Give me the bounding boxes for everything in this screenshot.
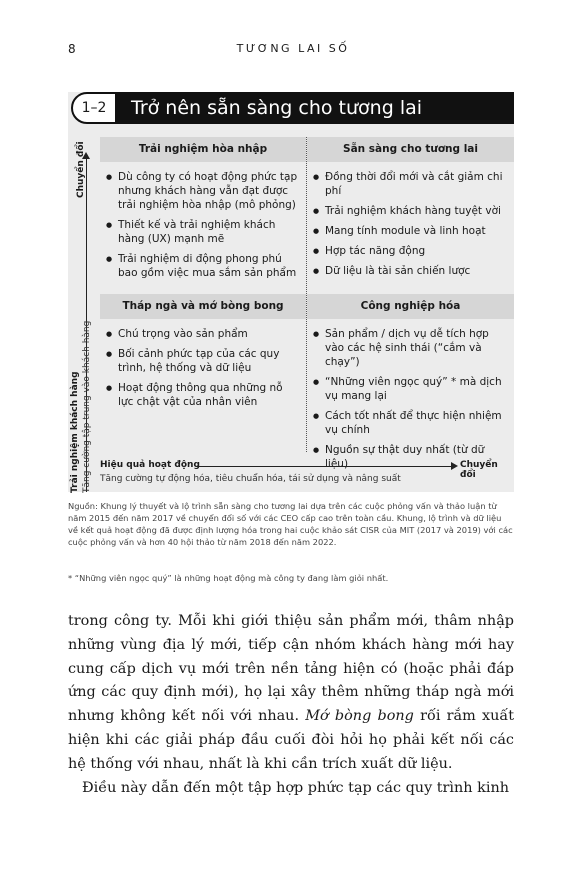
y-axis-bottom-label: Trải nghiệm khách hàng bbox=[70, 371, 80, 493]
running-title: TƯƠNG LAI SỐ bbox=[236, 42, 350, 55]
y-axis-top-label: Chuyển đổi bbox=[76, 141, 86, 198]
figure-footnote: * “Những viên ngọc quý” là những hoạt động mà công ty đang làm giỏi nhất. bbox=[68, 573, 389, 583]
figure-number: 1–2 bbox=[71, 92, 117, 124]
quadrant-title: Sẵn sàng cho tương lai bbox=[307, 137, 514, 162]
list-item: ● Mang tính module và linh hoạt bbox=[313, 224, 508, 238]
list-item: ● Trải nghiệm khách hàng tuyệt vời bbox=[313, 204, 508, 218]
quadrant-immersive-experience bbox=[100, 137, 306, 294]
quadrant-future-ready bbox=[307, 137, 514, 294]
y-axis-bottom-sublabel: Tăng cường tập trung vào khách hàng bbox=[82, 320, 92, 493]
x-axis-right-label: Chuyển đổi bbox=[460, 460, 498, 480]
list-item: ● Đồng thời đổi mới và cắt giảm chi phí bbox=[313, 170, 508, 198]
list-item: ● Nguồn sự thật duy nhất (từ dữ liệu) bbox=[313, 443, 508, 471]
quadrant-list bbox=[307, 162, 514, 278]
quadrant-title: Tháp ngà và mớ bòng bong bbox=[100, 294, 306, 319]
emphasis-term: Mớ bòng bong bbox=[305, 708, 414, 725]
list-item: ● Thiết kế và trải nghiệm khách hàng (UX) mạnh mẽ bbox=[106, 218, 300, 246]
quadrant-title: Công nghiệp hóa bbox=[307, 294, 514, 319]
quadrant-title: Trải nghiệm hòa nhập bbox=[100, 137, 306, 162]
figure-source: Nguồn: Khung lý thuyết và lộ trình sẵn sàng cho tương lai dựa trên các cuộc phỏng vấn và thảo luận từ năm 2015 đến năm 2017 về chuyển đổi số với các CEO cấp cao trên toàn cầu. Khung, lộ trình và dữ liệu về kết quả hoạt động đã được định lượng hóa trong hai cuộc khảo sát CISR của MIT (2017 và 2019) với các cuộc phỏng vấn và hơn 40 hội thảo từ năm 2018 đến năm 2022. bbox=[68, 501, 513, 547]
quadrant-list bbox=[100, 162, 306, 280]
list-item: ● Trải nghiệm di động phong phú bao gồm việc mua sắm sản phẩm bbox=[106, 252, 300, 280]
body-text bbox=[68, 610, 514, 800]
list-item: ● Sản phẩm / dịch vụ dễ tích hợp vào các hệ sinh thái (“cắm và chạy”) bbox=[313, 327, 508, 369]
list-item: ● Hoạt động thông qua những nỗ lực chật vật của nhân viên bbox=[106, 381, 300, 409]
list-item: ● Bối cảnh phức tạp của các quy trình, hệ thống và dữ liệu bbox=[106, 347, 300, 375]
list-item: ● Cách tốt nhất để thực hiện nhiệm vụ chính bbox=[313, 409, 508, 437]
page-header bbox=[0, 42, 586, 62]
x-axis-arrow-icon bbox=[451, 462, 458, 470]
y-axis bbox=[68, 126, 100, 556]
figure-title: Trở nên sẵn sàng cho tương lai bbox=[117, 92, 514, 124]
x-axis-sublabel: Tăng cường tự động hóa, tiêu chuẩn hóa, tái sử dụng và nâng suất bbox=[100, 474, 401, 484]
quadrant-list bbox=[307, 319, 514, 471]
list-item: ● Dù công ty có hoạt động phức tạp nhưng khách hàng vẫn đạt được trải nghiệm hòa nhập (mô phỏng) bbox=[106, 170, 300, 212]
x-axis-left-label: Hiệu quả hoạt động bbox=[100, 460, 200, 470]
paragraph-text: trong công ty. Mỗi khi giới thiệu sản phẩm mới, thâm nhập những vùng địa lý mới, tiếp cận nhóm khách hàng mới hay cung cấp dịch vụ mới trên nền tảng hiện có (hoặc phải đáp ứng các quy định mới), họ lại xây thêm những tháp ngà mới nhưng không kết nối với nhau. bbox=[68, 613, 514, 725]
page-number: 8 bbox=[68, 42, 76, 56]
list-item: ● Chú trọng vào sản phẩm bbox=[106, 327, 300, 341]
list-item: ● Dữ liệu là tài sản chiến lược bbox=[313, 264, 508, 278]
paragraph: Điều này dẫn đến một tập hợp phức tạp các quy trình kinh bbox=[82, 779, 510, 796]
list-item: ● “Những viên ngọc quý” * mà dịch vụ mang lại bbox=[313, 375, 508, 403]
quadrant-silos-and-spaghetti bbox=[100, 294, 306, 452]
quadrant-list bbox=[100, 319, 306, 409]
paragraph bbox=[68, 610, 514, 777]
x-axis-line bbox=[196, 466, 451, 467]
list-item: ● Hợp tác năng động bbox=[313, 244, 508, 258]
paragraph-text: rối rắm xuất hiện khi các giải pháp đầu cuối đòi hỏi họ phải kết nối các hệ thống với nhau, nhất là khi cần trích xuất dữ liệu. bbox=[68, 708, 515, 772]
figure-1-2 bbox=[68, 92, 514, 492]
